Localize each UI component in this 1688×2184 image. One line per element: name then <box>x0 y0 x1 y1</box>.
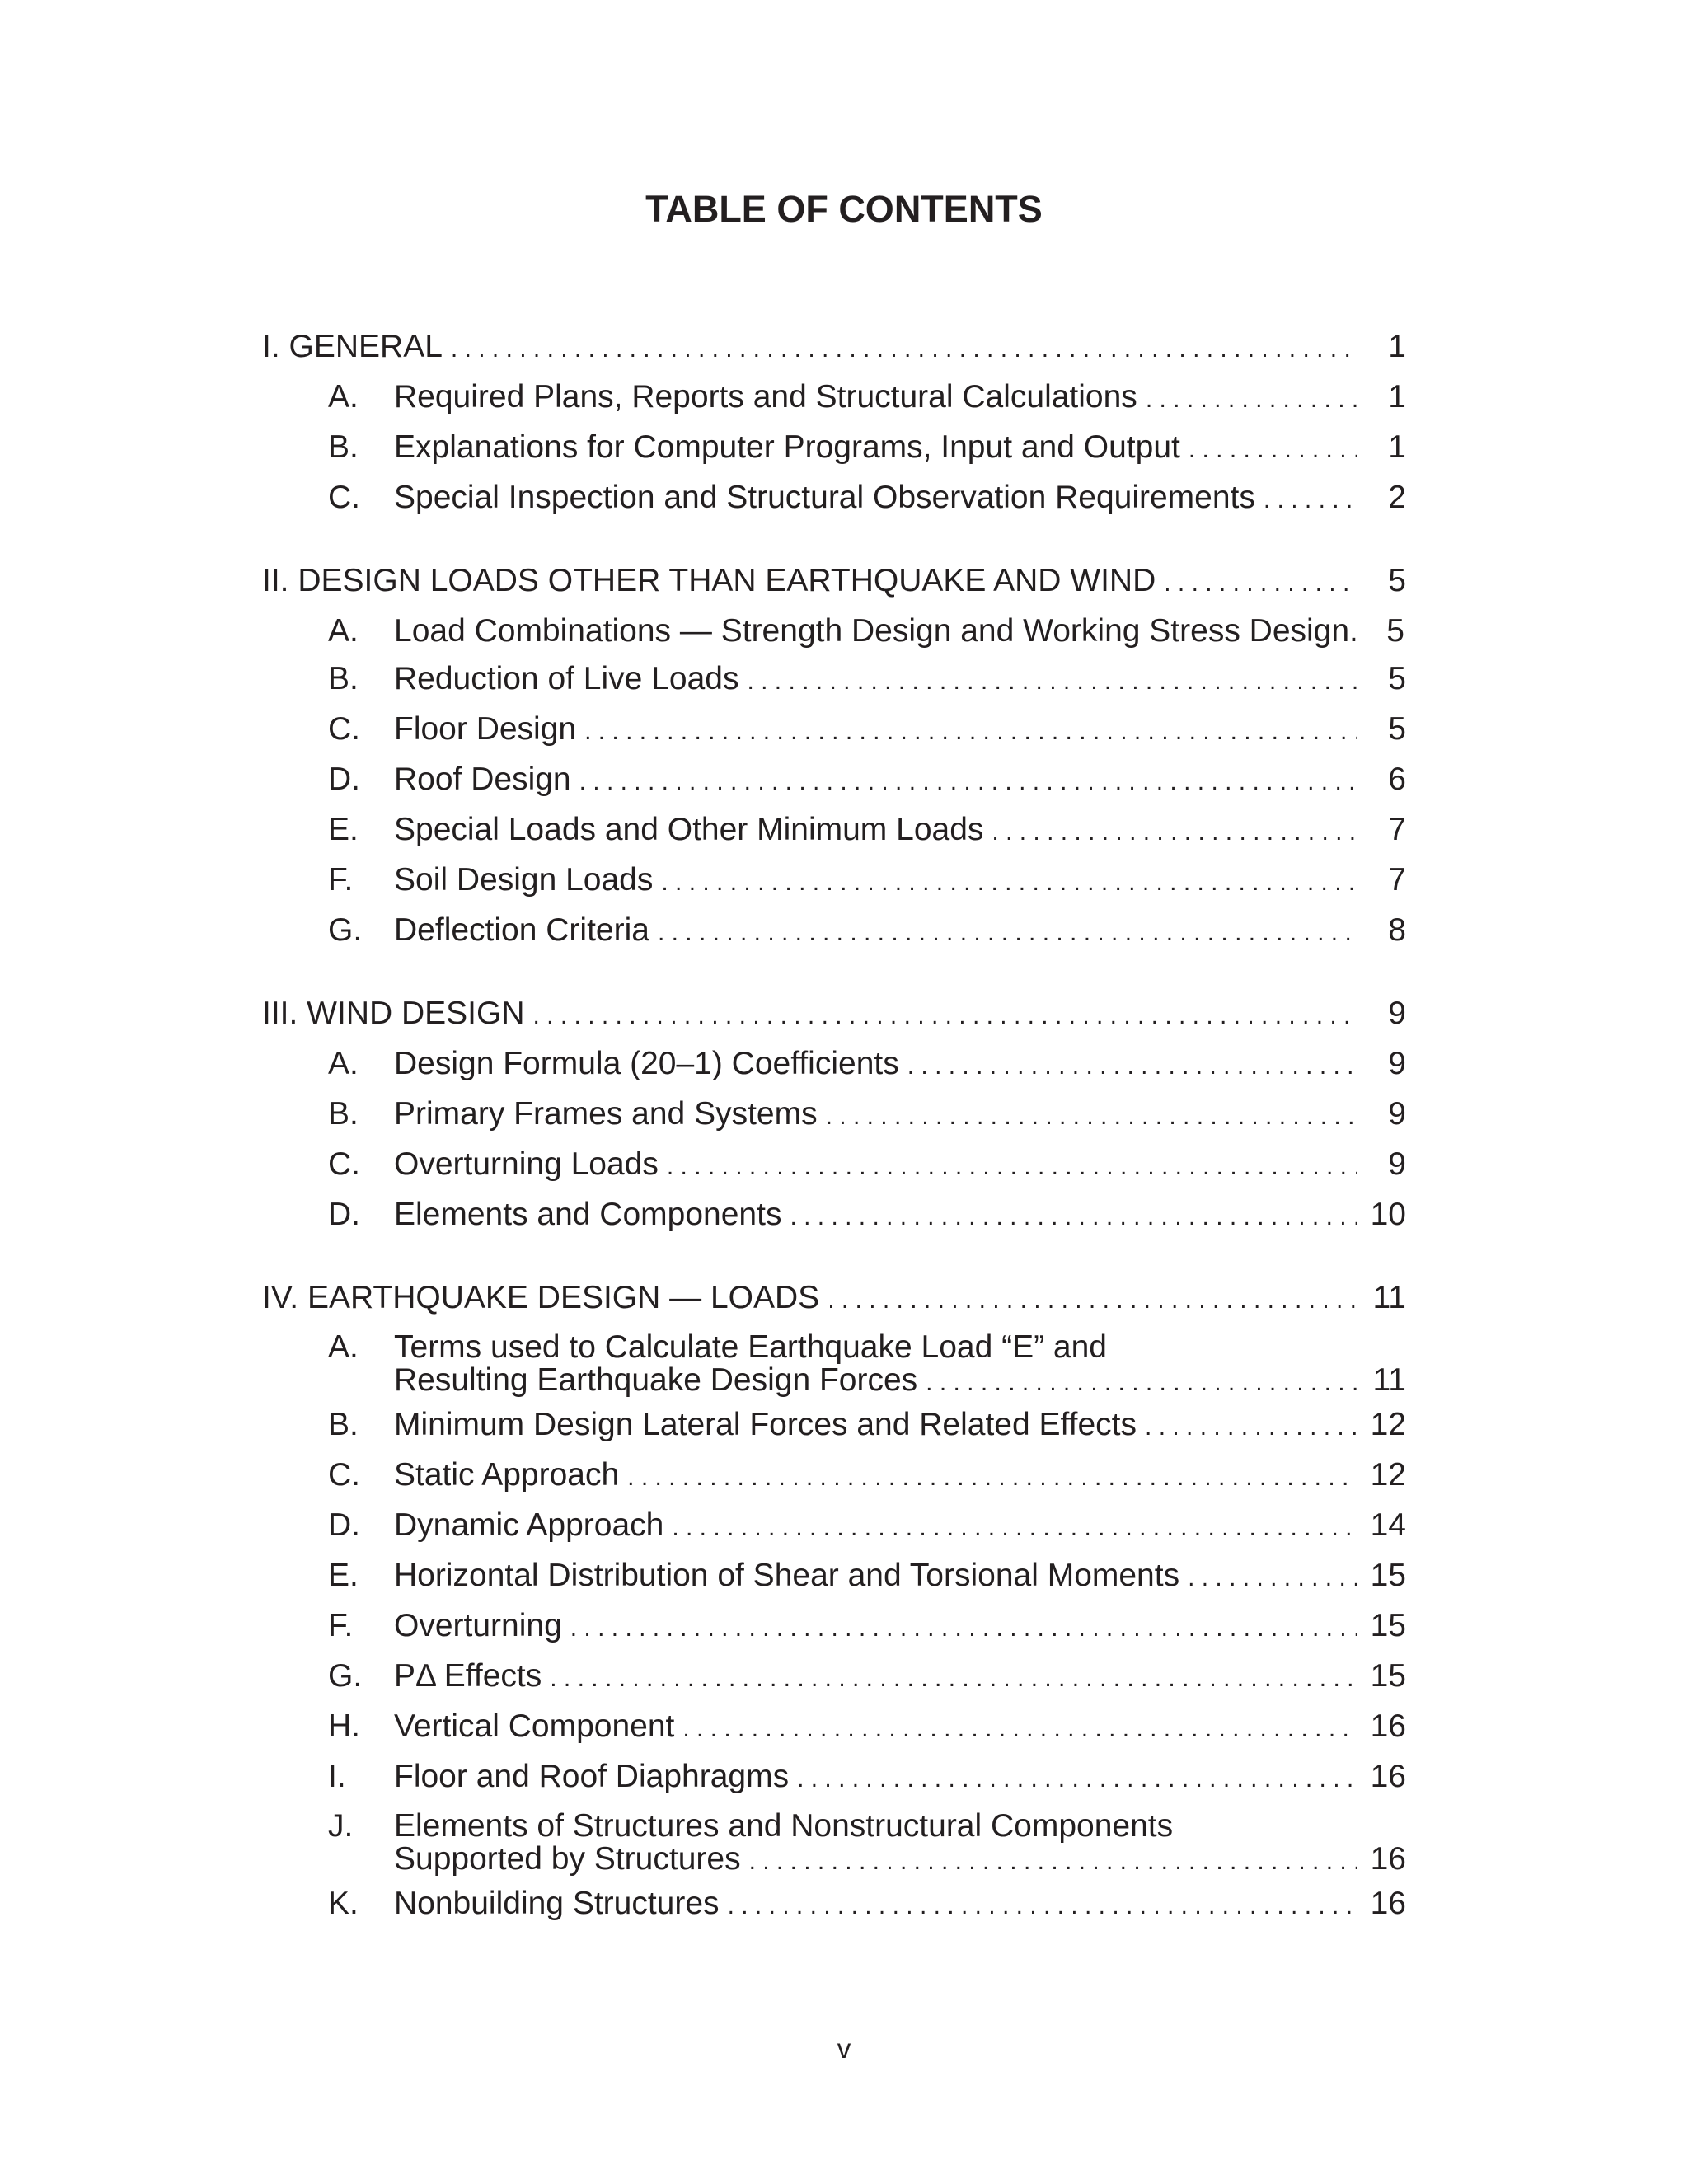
dot-leader <box>1188 1554 1357 1602</box>
toc-page-number: 15 <box>1370 1658 1406 1694</box>
toc-page-number: 16 <box>1370 1759 1406 1794</box>
dot-leader <box>1164 560 1357 607</box>
toc-entry <box>262 1753 1406 1803</box>
toc-entry-title-line2: Resulting Earthquake Design Forces <box>394 1362 918 1398</box>
toc-entry-letter: C. <box>328 1146 360 1182</box>
dot-leader <box>992 808 1357 856</box>
toc-entry <box>262 607 1406 655</box>
dot-leader <box>826 1093 1357 1141</box>
dot-leader <box>661 859 1357 907</box>
toc-entry <box>262 1090 1406 1141</box>
page-title: TABLE OF CONTENTS <box>645 188 1043 230</box>
dot-leader <box>790 1193 1357 1241</box>
dot-leader <box>1189 426 1357 474</box>
toc-section <box>262 1274 1406 1324</box>
toc-page-number: 9 <box>1388 1146 1406 1182</box>
page-number: v <box>837 2033 851 2064</box>
toc-entry-title: Elements and Components <box>394 1197 782 1232</box>
toc-entry-letter: F. <box>328 862 354 898</box>
toc-entry-letter: C. <box>328 480 360 515</box>
toc-page-number: 16 <box>1370 1841 1406 1877</box>
toc-entry <box>262 655 1406 705</box>
dot-leader <box>728 1882 1357 1930</box>
toc-entry <box>262 373 1406 424</box>
toc-entry <box>262 856 1406 907</box>
toc-entry <box>262 474 1406 524</box>
dot-leader <box>747 658 1357 705</box>
dot-leader <box>1146 376 1357 424</box>
toc-entry-title: Load Combinations — Strength Design and Working Stress Design. <box>394 613 1358 649</box>
toc-section <box>262 323 1406 373</box>
dot-leader <box>533 992 1357 1040</box>
toc-entry <box>262 1040 1406 1090</box>
toc-page-number: 5 <box>1388 563 1406 598</box>
toc-page-number: 9 <box>1388 1046 1406 1081</box>
toc-entry-title: Primary Frames and Systems <box>394 1096 818 1132</box>
toc-page-number: 6 <box>1388 762 1406 797</box>
toc-page-number: 16 <box>1370 1886 1406 1921</box>
toc-entry-letter: K. <box>328 1886 359 1921</box>
toc-entry-title: Overturning <box>394 1608 562 1643</box>
toc-page-number: 15 <box>1370 1558 1406 1593</box>
toc-entry-title-line2: Supported by Structures <box>394 1841 741 1877</box>
toc-entry-letter: I. <box>328 1759 346 1794</box>
toc-entry-title: Special Loads and Other Minimum Loads <box>394 812 984 847</box>
toc-entry-continuation <box>262 1841 1406 1880</box>
toc-entry-title: Static Approach <box>394 1457 620 1493</box>
toc-entry-continuation <box>262 1362 1406 1401</box>
dot-leader <box>570 1605 1357 1652</box>
toc-entry-letter: B. <box>328 429 359 465</box>
toc-entry-title: PΔ Effects <box>394 1658 542 1694</box>
toc-page-number: 7 <box>1388 862 1406 898</box>
dot-leader <box>907 1043 1357 1090</box>
dot-leader <box>1145 1404 1357 1451</box>
toc-entry-title: Explanations for Computer Programs, Input and Output <box>394 429 1180 465</box>
toc-section-title: I. GENERAL <box>262 329 443 364</box>
toc-entry-title: Overturning Loads <box>394 1146 659 1182</box>
toc-entry-letter: J. <box>328 1808 354 1844</box>
toc-entry-letter: D. <box>328 762 360 797</box>
dot-leader <box>579 758 1357 806</box>
toc-entry <box>262 1880 1406 1930</box>
toc-entry-letter: C. <box>328 1457 360 1493</box>
toc-section-title: IV. EARTHQUAKE DESIGN — LOADS <box>262 1280 820 1315</box>
toc-entry <box>262 756 1406 806</box>
toc-entry-letter: A. <box>328 1046 359 1081</box>
toc-entry <box>262 1552 1406 1602</box>
toc-entry-letter: A. <box>328 613 359 649</box>
toc-entry-title: Deflection Criteria <box>394 912 649 948</box>
toc-entry-letter: A. <box>328 379 359 415</box>
toc-page-number: 1 <box>1388 379 1406 415</box>
toc-page-number: 16 <box>1370 1708 1406 1744</box>
toc-entry <box>262 907 1406 957</box>
toc-page-number: 1 <box>1388 329 1406 364</box>
toc-page-number: 5 <box>1388 711 1406 747</box>
toc-entry <box>262 1401 1406 1451</box>
toc-page-number: 11 <box>1372 1362 1406 1398</box>
toc-entry-letter: E. <box>328 1558 359 1593</box>
dot-leader <box>682 1705 1357 1753</box>
toc-entry-letter: B. <box>328 1096 359 1132</box>
toc-page-number: 11 <box>1372 1280 1406 1315</box>
dot-leader <box>1264 476 1357 524</box>
toc-entry-title: Horizontal Distribution of Shear and Torsional Moments <box>394 1558 1180 1593</box>
toc-entry <box>262 1808 1406 1844</box>
toc-entry-title: Roof Design <box>394 762 571 797</box>
toc-entry-title: Soil Design Loads <box>394 862 654 898</box>
toc-page-number: 7 <box>1388 812 1406 847</box>
toc-entry <box>262 1602 1406 1652</box>
toc-entry-title: Floor Design <box>394 711 577 747</box>
toc-entry-letter: C. <box>328 711 360 747</box>
toc-entry <box>262 1191 1406 1241</box>
toc-entry-title: Design Formula (20–1) Coefficients <box>394 1046 899 1081</box>
toc-section-title: III. WIND DESIGN <box>262 996 525 1031</box>
dot-leader <box>667 1143 1357 1191</box>
table-of-contents <box>262 323 1406 1930</box>
toc-page-number: 15 <box>1370 1608 1406 1643</box>
dot-leader <box>451 326 1357 373</box>
toc-entry-letter: G. <box>328 912 363 948</box>
dot-leader <box>584 708 1357 756</box>
toc-entry-letter: F. <box>328 1608 354 1643</box>
toc-page-number: 8 <box>1388 912 1406 948</box>
toc-entry-title: Dynamic Approach <box>394 1507 664 1543</box>
toc-entry-letter: G. <box>328 1658 363 1694</box>
toc-page-number: 1 <box>1388 429 1406 465</box>
toc-page-number: 14 <box>1370 1507 1406 1543</box>
dot-leader <box>926 1365 1357 1401</box>
dot-leader <box>828 1277 1357 1324</box>
toc-entry-letter: E. <box>328 812 359 847</box>
toc-entry <box>262 1451 1406 1502</box>
dot-leader <box>672 1504 1357 1552</box>
toc-entry-letter: A. <box>328 1329 359 1365</box>
dot-leader <box>658 909 1357 957</box>
toc-entry <box>262 1652 1406 1703</box>
toc-entry <box>262 705 1406 756</box>
toc-page-number: 12 <box>1370 1407 1406 1442</box>
dot-leader <box>627 1454 1357 1502</box>
toc-entry <box>262 806 1406 856</box>
toc-entry <box>262 424 1406 474</box>
toc-entry <box>262 1329 1406 1366</box>
toc-entry-title: Special Inspection and Structural Observation Requirements <box>394 480 1255 515</box>
toc-entry-letter: B. <box>328 1407 359 1442</box>
toc-page-number: 9 <box>1388 996 1406 1031</box>
toc-entry <box>262 1502 1406 1552</box>
toc-section <box>262 557 1406 607</box>
toc-page-number: 10 <box>1370 1197 1406 1232</box>
toc-entry-title: Nonbuilding Structures <box>394 1886 720 1921</box>
toc-page-number: 12 <box>1370 1457 1406 1493</box>
toc-entry-letter: H. <box>328 1708 360 1744</box>
toc-page-number: 2 <box>1388 480 1406 515</box>
toc-entry-letter: D. <box>328 1197 360 1232</box>
toc-entry-title: Terms used to Calculate Earthquake Load “E” and <box>394 1329 1107 1365</box>
toc-section-title: II. DESIGN LOADS OTHER THAN EARTHQUAKE AND WIND <box>262 563 1156 598</box>
toc-entry-title: Elements of Structures and Nonstructural Components <box>394 1808 1174 1844</box>
toc-section <box>262 990 1406 1040</box>
dot-leader <box>797 1755 1357 1803</box>
toc-entry <box>262 1141 1406 1191</box>
toc-entry-title: Floor and Roof Diaphragms <box>394 1759 790 1794</box>
toc-entry-title: Vertical Component <box>394 1708 675 1744</box>
toc-page-number: 5 <box>1386 613 1404 649</box>
toc-entry-letter: D. <box>328 1507 360 1543</box>
toc-entry-title: Required Plans, Reports and Structural Calculations <box>394 379 1137 415</box>
toc-page-number: 9 <box>1388 1096 1406 1132</box>
dot-leader <box>749 1844 1357 1880</box>
dot-leader <box>550 1655 1357 1703</box>
toc-entry-title: Reduction of Live Loads <box>394 661 739 696</box>
toc-entry-letter: B. <box>328 661 359 696</box>
toc-entry-title: Minimum Design Lateral Forces and Related Effects <box>394 1407 1137 1442</box>
toc-entry <box>262 1703 1406 1753</box>
toc-page-number: 5 <box>1388 661 1406 696</box>
